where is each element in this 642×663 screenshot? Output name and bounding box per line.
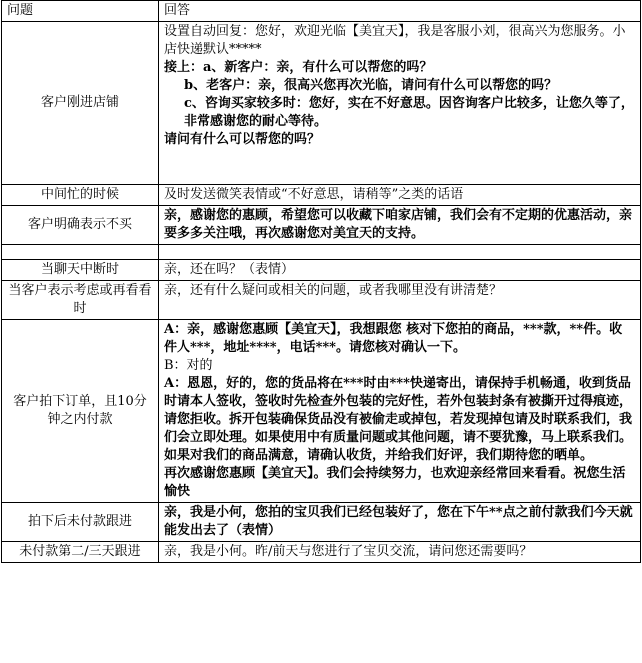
question-cell: 当聊天中断时: [2, 260, 159, 281]
faq-table: [1, 0, 641, 563]
question-cell: 客户拍下订单，且10分钟之内付款: [2, 320, 159, 503]
answer-cell: 及时发送微笑表情或“不好意思，请稍等”之类的话语: [159, 185, 641, 206]
answer-cell: 亲，感谢您的惠顾，希望您可以收藏下咱家店铺，我们会有不定期的优惠活动，亲要多多关注哦，再次感谢您对美宜天的支持。: [159, 206, 641, 245]
answer-line: c、咨询买家较多时：您好，实在不好意思。因咨询客户比较多，让您久等了，非常感谢您的耐心等待。: [184, 96, 634, 129]
table-row: [2, 22, 641, 185]
answer-cell: 亲，还有什么疑问或相关的问题，或者我哪里没有讲清楚？: [159, 281, 641, 320]
answer-line: 请问有什么可以帮您的吗？: [164, 132, 321, 147]
answer-line: 接上：a、新客户：亲，有什么可以帮您的吗？: [164, 60, 433, 75]
table-row: [2, 206, 641, 245]
table-row: [2, 185, 641, 206]
answer-cell: [159, 320, 641, 503]
table-row: [2, 542, 641, 563]
empty-row: [2, 245, 641, 260]
question-cell: 当客户表示考虑或再看看时: [2, 281, 159, 320]
answer-cell: [159, 22, 641, 185]
answer-cell: 亲，我是小何，您拍的宝贝我们已经包装好了，您在下午**点之前付款我们今天就能发出去了（表情）: [159, 503, 641, 542]
table-row: [2, 281, 641, 320]
question-cell: 客户刚进店铺: [2, 22, 159, 185]
answer-cell: [159, 245, 641, 260]
header-answer: 回答: [159, 1, 641, 22]
answer-line: 再次感谢您惠顾【美宜天】。我们会持续努力，也欢迎亲经常回来看看。祝您生活愉快: [164, 466, 626, 499]
table-row: [2, 320, 641, 503]
question-cell: [2, 245, 159, 260]
question-cell: 拍下后未付款跟进: [2, 503, 159, 542]
table-row: [2, 503, 641, 542]
answer-cell: 亲，还在吗？（表情）: [159, 260, 641, 281]
question-cell: 未付款第二/三天跟进: [2, 542, 159, 563]
question-cell: 中间忙的时候: [2, 185, 159, 206]
header-row: [2, 1, 641, 22]
answer-line: A：亲，感谢您惠顾【美宜天】，我想跟您 核对下您拍的商品，***款，**件。收件人***，地址****，电话***。请您核对确认一下。: [164, 322, 623, 355]
answer-cell: 亲，我是小何。昨/前天与您进行了宝贝交流，请问您还需要吗？: [159, 542, 641, 563]
answer-line: B：对的: [164, 358, 213, 373]
table-row: [2, 260, 641, 281]
answer-line: A：恩恩，好的，您的货品将在***时由***快递寄出，请保持手机畅通，收到货品时请本人签收，签收时先检查外包装的完好性，若外包装封条有被撕开过得痕迹，请您拒收。拆开包装确保货品没有被偷走或掉包，若发现掉包请及时联系我们，我们会立即处理。如果使用中有质量问题或其他问题，请不要犹豫，马上联系我们。如果对我们的商品满意，请确认收货，并给我们好评，我们期待您的晒单。: [164, 376, 633, 463]
header-question: 问题: [2, 1, 159, 22]
answer-line: 设置自动回复：您好，欢迎光临【美宜天】，我是客服小刘，很高兴为您服务。小店快递默认*****: [164, 24, 626, 57]
question-cell: 客户明确表示不买: [2, 206, 159, 245]
answer-line: b、老客户：亲，很高兴您再次光临，请问有什么可以帮您的吗？: [184, 78, 558, 93]
